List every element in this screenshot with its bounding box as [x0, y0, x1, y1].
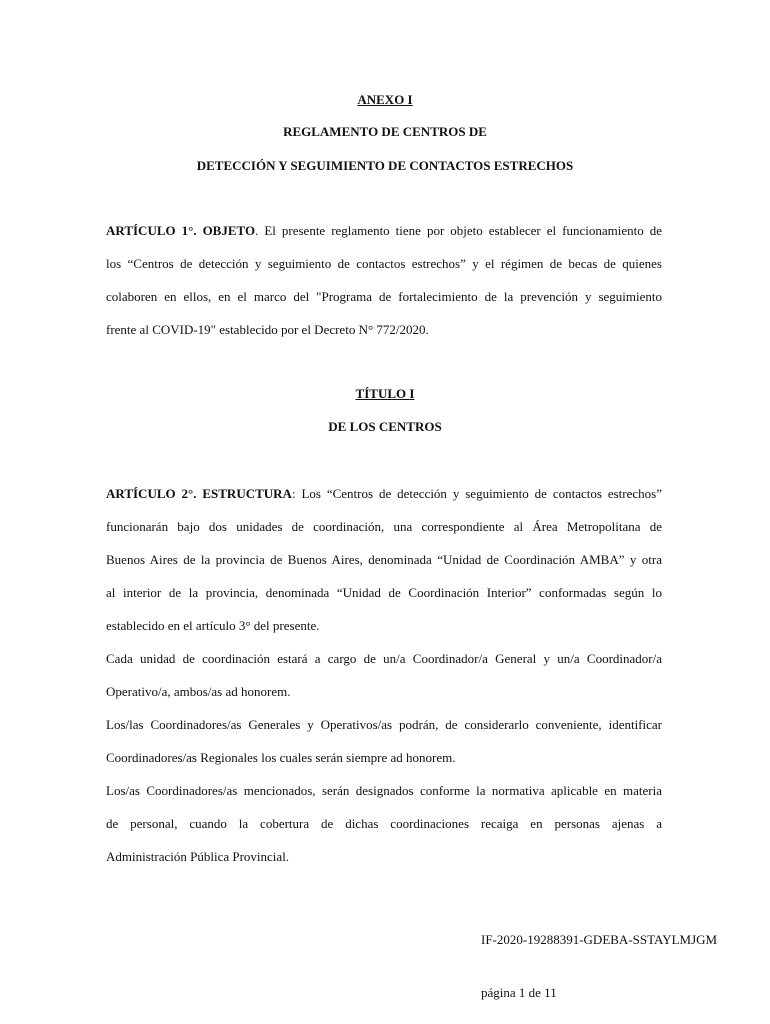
- heading-line-2: DETECCIÓN Y SEGUIMIENTO DE CONTACTOS ESTRECHOS: [196, 158, 574, 173]
- article-2-line: de personal, cuando la cobertura de dichas coordinaciones recaiga en personas ajenas a: [106, 816, 662, 831]
- title-1-subtitle: DE LOS CENTROS: [328, 419, 442, 434]
- article-2-line: establecido en el artículo 3° del presente.: [106, 618, 320, 633]
- article-2-line: ARTÍCULO 2°. ESTRUCTURA: Los “Centros de detección y seguimiento de contactos estrechos”: [106, 486, 662, 501]
- article-1-line: frente al COVID-19" establecido por el Decreto N° 772/2020.: [106, 322, 429, 337]
- article-2-line: al interior de la provincia, denominada “Unidad de Coordinación Interior” conformadas según lo: [106, 585, 662, 600]
- article-2-line: Coordinadores/as Regionales los cuales serán siempre ad honorem.: [106, 750, 456, 765]
- article-1-line: colaboren en ellos, en el marco del "Programa de fortalecimiento de la prevención y seguimiento: [106, 289, 662, 304]
- article-2-line: Cada unidad de coordinación estará a cargo de un/a Coordinador/a General y un/a Coordinador/a: [106, 651, 662, 666]
- title-1-heading: TÍTULO I: [355, 386, 415, 401]
- article-2-line: Administración Pública Provincial.: [106, 849, 290, 864]
- article-2-line: Los/as Coordinadores/as mencionados, serán designados conforme la normativa aplicable en materia: [106, 783, 662, 798]
- article-2-line: Los/las Coordinadores/as Generales y Operativos/as podrán, de considerarlo conveniente, identificar: [106, 717, 662, 732]
- article-2-line: funcionarán bajo dos unidades de coordinación, una correspondiente al Área Metropolitana de: [106, 519, 662, 534]
- article-2-line: Buenos Aires de la provincia de Buenos Aires, denominada “Unidad de Coordinación AMBA” y otra: [106, 552, 662, 567]
- page-number: página 1 de 11: [481, 985, 557, 1000]
- document-id: IF-2020-19288391-GDEBA-SSTAYLMJGM: [481, 932, 718, 947]
- article-2-line: Operativo/a, ambos/as ad honorem.: [106, 684, 291, 699]
- article-1-label: ARTÍCULO 1°. OBJETO: [106, 223, 256, 238]
- article-1: [106, 222, 662, 354]
- article-1-line: ARTÍCULO 1°. OBJETO. El presente reglamento tiene por objeto establecer el funcionamiento de: [106, 223, 663, 238]
- article-1-line: los “Centros de detección y seguimiento de contactos estrechos” y el régimen de becas de quienes: [106, 256, 662, 271]
- annex-title: ANEXO I: [357, 92, 413, 107]
- heading-line-1: REGLAMENTO DE CENTROS DE: [283, 124, 487, 139]
- article-2: [106, 485, 662, 881]
- article-2-label: ARTÍCULO 2°. ESTRUCTURA: [106, 486, 292, 501]
